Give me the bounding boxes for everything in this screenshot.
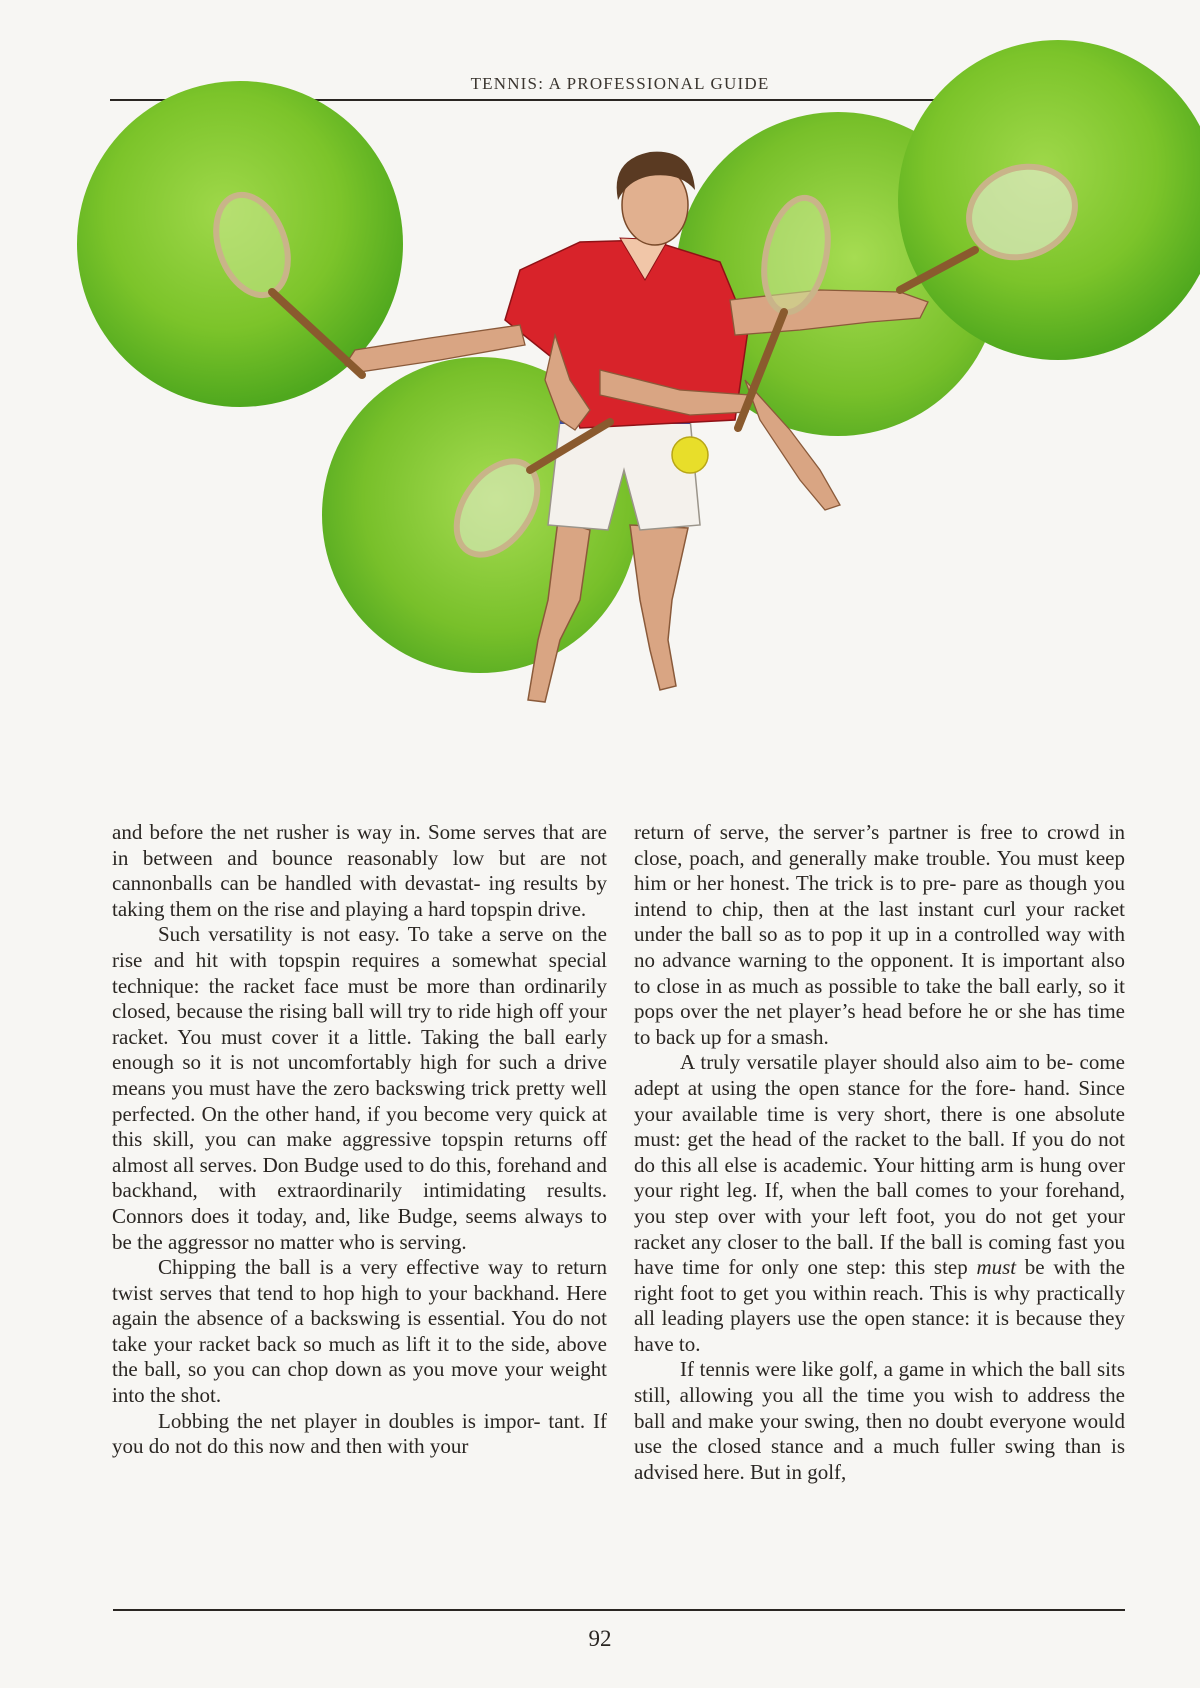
page-number: 92 xyxy=(588,1626,612,1651)
emphasis: must xyxy=(976,1255,1017,1280)
left-column xyxy=(112,820,607,1460)
paragraph-text: be with the right foot to get you within reach. This is why practically all leading players use the open stance: it is because they have to. xyxy=(634,1255,1125,1356)
footer-rule xyxy=(113,1609,1125,1611)
paragraph: Chipping the ball is a very effective way to return twist serves that tend to hop high to your backhand. Here again the absence of a backswing is essential. You do not take your racket back so much as lift it to the side, above the ball, so you can chop down as you move your weight into the shot. xyxy=(112,1255,607,1408)
paragraph-text: A truly versatile player should also aim to be- come adept at using the open stance for the fore- hand. Since your available time is very short, there is one absolute must: get the head of the racket to the ball. If you do not do this all else is academic. Your hitting arm is hung over your right leg. If, when the ball comes to your forehand, you step over with your left foot, you do not get your racket any closer to the ball. If the ball is coming fast you have time for only one step: this step xyxy=(634,1050,1125,1280)
tennis-ball-icon xyxy=(672,437,708,473)
paragraph: Such versatility is not easy. To take a serve on the rise and hit with topspin requires a somewhat special technique: the racket face must be more than ordinarily closed, because the rising ball will try to ride high off your racket. You must cover it a little. Taking the ball early enough so it is not uncomfortably high for such a drive means you must have the zero backswing trick pretty well perfected. On the other hand, if you become very quick at this skill, you can make aggressive topspin returns off almost all serves. Don Budge used to do this, forehand and backhand, with extraordinarily intimidating results. Connors does it today, and, like Budge, seems always to be the aggressor no matter who is serving. xyxy=(112,922,607,1254)
paragraph: return of serve, the server’s partner is free to crowd in close, poach, and generally make trouble. You must keep him or her honest. The trick is to pre- pare as though you intend to chip, then at the last instant curl your racket under the ball so as to pop it up in a controlled way with no advance warning to the opponent. It is important also to close in as much as possible to take the ball early, so it pops over the net player’s head before he or she has time to back up for a smash. xyxy=(634,820,1125,1049)
tennis-illustration xyxy=(0,0,1200,740)
paragraph: and before the net rusher is way in. Some serves that are in between and bounce reasonably low but are not cannonballs can be handled with devastat- ing results by taking them on the rise and playing a hard topspin drive. xyxy=(112,820,607,921)
paragraph: Lobbing the net player in doubles is impor- tant. If you do not do this now and then with your xyxy=(112,1408,607,1459)
paragraph: If tennis were like golf, a game in which the ball sits still, allowing you all the time you wish to address the ball and make your swing, then no doubt everyone would use the closed stance and a much fuller swing than is advised here. But in golf, xyxy=(634,1357,1125,1484)
right-column xyxy=(634,820,1125,1485)
paragraph xyxy=(634,1050,1125,1357)
running-head: TENNIS: A PROFESSIONAL GUIDE xyxy=(470,74,770,93)
